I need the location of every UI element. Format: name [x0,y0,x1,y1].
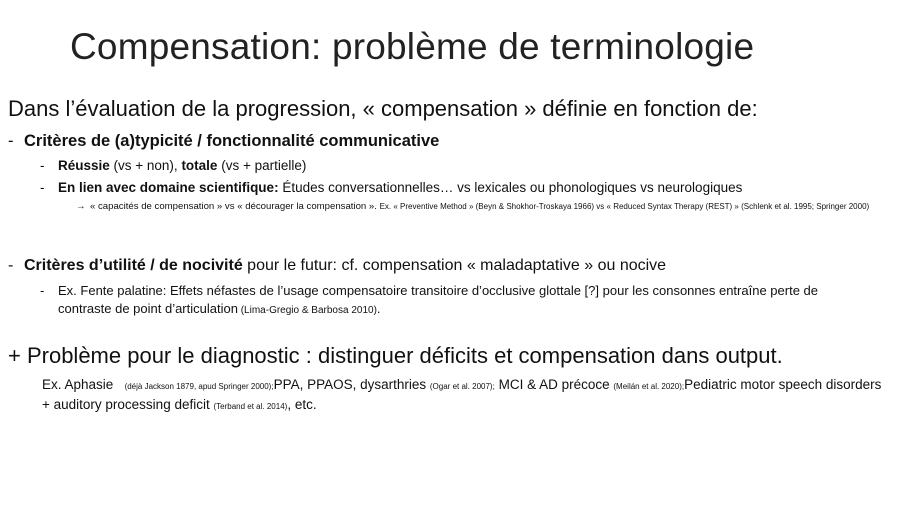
sub-bullet-dash: - [40,180,45,195]
arrow-right-icon: → [76,201,86,212]
examples-block [42,376,882,416]
ex-cite-jackson: (déjà Jackson 1879, apud Springer 2000); [124,382,274,391]
bullet-utilite [8,257,666,275]
reussie-bold: Réussie [58,158,110,173]
sub-bullet-domaine [40,180,742,195]
bullet-dash: - [8,257,14,274]
totale-text: (vs + partielle) [217,158,307,173]
sub-bullet-dash: - [40,283,45,298]
ex-pediatric: Pediatric motor speech disorders + auditory processing deficit [42,377,882,412]
sub-sub-bullet-capacites [76,201,886,213]
slide-title: Compensation: problème de terminologie [70,26,755,67]
ex-cite-terband: (Terband et al. 2014) [213,402,288,411]
bullet-utilite-label: Critères d’utilité / de nocivité [24,257,243,274]
fente-end: . [376,301,381,316]
bullet-diagnostic: + Problème pour le diagnostic : distinguer déficits et compensation dans output. [8,343,783,368]
domaine-bold: En lien avec domaine scientifique: [58,180,279,195]
reussie-text: (vs + non), [109,158,182,173]
ex-cite-meilan: (Meilán et al. 2020); [613,382,685,391]
ex-end: , etc. [287,397,317,412]
domaine-text: Études conversationnelles… vs lexicales ou phonologiques vs neurologiques [278,180,743,195]
totale-bold: totale [181,158,218,173]
fente-line2: contraste de point d’articulation [58,301,238,316]
fente-cite: (Lima-Gregio & Barbosa 2010) [237,305,377,316]
capacites-text: « capacités de compensation » vs « décourager la compensation ». [90,201,380,212]
bullet-dash: - [8,132,14,150]
sub-bullet-reussie [40,158,306,173]
ex-aphasie: Ex. Aphasie [42,377,114,392]
sub-bullet-fente [40,282,890,320]
bullet-utilite-rest: pour le futur: cf. compensation « maladaptative » ou nocive [242,257,667,274]
ex-mci: MCI & AD précoce [498,377,610,392]
bullet-typicite-label: Critères de (a)typicité / fonctionnalité communicative [24,132,440,150]
bullet-typicite [8,132,439,151]
capacites-refs: Ex. « Preventive Method » (Beyn & Shokhor-Troskaya 1966) vs « Reduced Syntax Therapy (REST) » (Schlenk et al. 1995; Springer 2000) [379,202,870,211]
ex-ppa: PPA, PPAOS, dysarthries [273,377,427,392]
fente-line1: Ex. Fente palatine: Effets néfastes de l’usage compensatoire transitoire d’occlusive glottale [?] pour les consonnes entraîne perte de [58,283,818,298]
ex-cite-ogar: (Ogar et al. 2007); [429,382,495,391]
sub-bullet-dash: - [40,158,45,173]
slide-subtitle: Dans l’évaluation de la progression, « compensation » définie en fonction de: [8,96,758,121]
